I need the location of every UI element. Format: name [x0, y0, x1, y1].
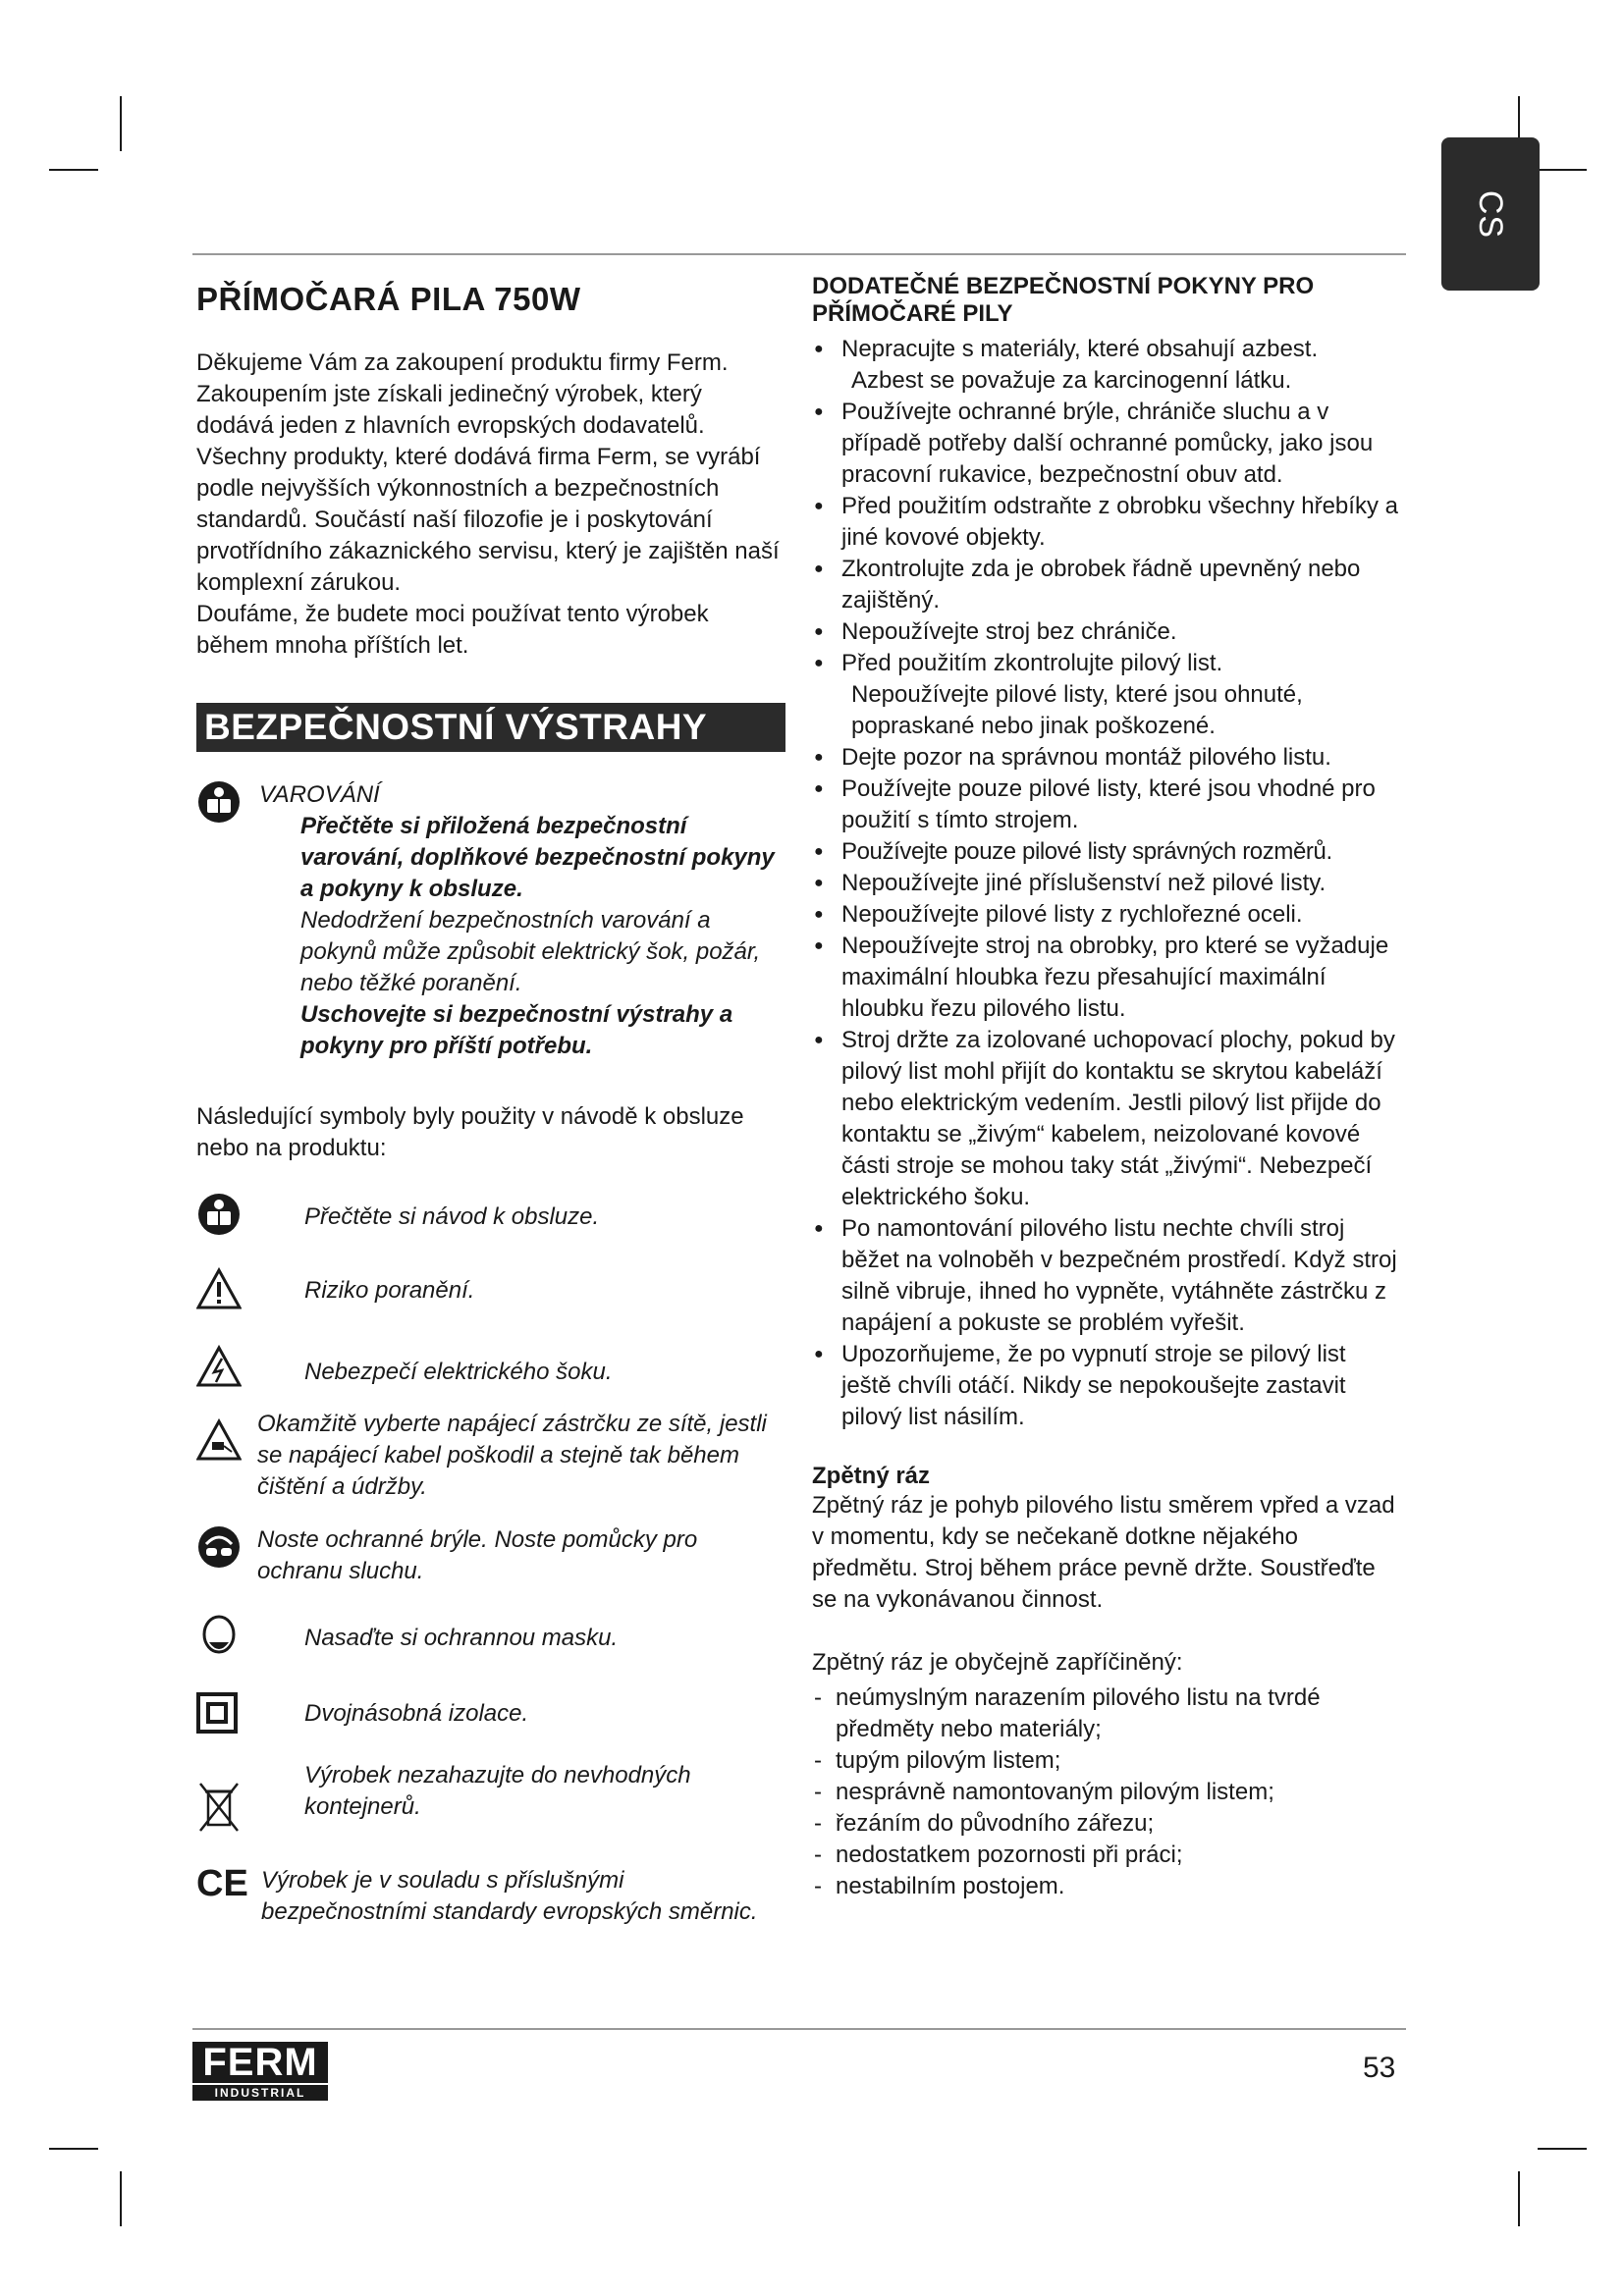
list-item	[812, 1339, 1401, 1433]
symbol-text	[257, 1409, 785, 1503]
unplug-warning-icon	[196, 1409, 265, 1503]
list-item	[812, 868, 1401, 899]
bullet-text: Před použitím odstraňte z obrobku všechny hřebíky a jiné kovové objekty.	[841, 493, 1398, 551]
kickback-paragraph: Zpětný ráz je pohyb pilového listu směrem vpřed a vzad v momentu, kdy se nečekaně dotkne nějakého předmětu. Stroj během práce pevně držte. Soustřeďte se na vykonávanou činnost.	[812, 1492, 1395, 1613]
list-item	[812, 836, 1401, 868]
double-insulation-icon	[196, 1692, 265, 1742]
bullet-text: Stroj držte za izolované uchopovací plochy, pokud by pilový list mohl přijít do kontaktu se skrytou kabeláží nebo elektrickým vedením. Jestli pilový list přijde do kontaktu se „živým“ kabelem, neizolované kovové části stroje se mohou taky stát „živými“. Nebezpečí elektrického šoku.	[841, 1027, 1395, 1210]
list-item	[812, 1213, 1401, 1339]
crop-mark	[1538, 169, 1587, 171]
warning-text: Nedodržení bezpečnostních varování a pokynů může způsobit elektrický šok, požár, nebo těžké poranění.	[300, 907, 761, 996]
symbol-row	[196, 1692, 785, 1742]
intro-paragraph: Všechny produkty, které dodává firma Ferm, se vyrábí podle nejvyšších výkonnostních a bezpečnostních standardů. Součástí naší filozofie je i poskytování prvotřídního zákaznického servisu, který je zajištěn naší komplexní zárukou.	[196, 444, 780, 596]
safety-banner: BEZPEČNOSTNÍ VÝSTRAHY	[196, 703, 785, 752]
read-manual-icon	[196, 1192, 265, 1246]
symbol-row	[196, 1267, 785, 1319]
language-tab	[1441, 137, 1540, 291]
list-item	[812, 774, 1401, 836]
bullet-text: Po namontování pilového listu nechte chvíli stroj běžet na volnoběh v bezpečném prostředí. Když stroj silně vibruje, ihned ho vypněte, vytáhněte zástrčku z napájení a pokuste se problém vyřešit.	[841, 1215, 1397, 1336]
bullet-text: Používejte pouze pilové listy správných rozměrů.	[841, 838, 1332, 865]
symbol-row	[196, 1192, 785, 1246]
page-number: 53	[1363, 2052, 1396, 2084]
symbol-text: Dvojnásobná izolace.	[304, 1700, 529, 1727]
crop-mark	[49, 2148, 98, 2150]
ferm-logo	[192, 2042, 328, 2103]
symbols-intro: Následující symboly byly použity v návodě k obsluze nebo na produktu:	[196, 1103, 744, 1161]
intro-paragraph: Zakoupením jste získali jedinečný výrobek, který dodává jeden z hlavních evropských dodavatelů.	[196, 381, 705, 439]
symbol-row	[196, 1760, 785, 1843]
list-item	[812, 1025, 1401, 1213]
list-item	[812, 554, 1401, 616]
bullet-continuation: Nepoužívejte pilové listy, které jsou ohnuté, popraskané nebo jinak poškozené.	[851, 681, 1303, 739]
warning-triangle-icon	[196, 1267, 265, 1319]
list-item	[812, 931, 1401, 1025]
language-tab-label: CS	[1472, 189, 1510, 239]
page-title: PŘÍMOČARÁ PILA 750W	[196, 281, 581, 317]
kickback-heading: Zpětný ráz	[812, 1463, 931, 1489]
symbol-text: Nasaďte si ochrannou masku.	[304, 1625, 619, 1651]
symbol-text: Riziko poranění.	[304, 1277, 475, 1304]
right-column	[812, 273, 1401, 1902]
bullet-text: Používejte pouze pilové listy, které jsou vhodné pro použití s tímto strojem.	[841, 775, 1376, 833]
symbol-row	[196, 1865, 785, 1928]
ear-eye-protection-icon	[196, 1524, 265, 1587]
crop-mark	[120, 96, 122, 151]
list-item	[812, 397, 1401, 491]
intro-paragraph: Doufáme, že budete moci používat tento výrobek během mnoha příštích let.	[196, 601, 709, 659]
bullet-text: Dejte pozor na správnou montáž pilového listu.	[841, 744, 1331, 771]
list-item	[812, 616, 1401, 648]
weee-bin-icon	[196, 1760, 265, 1843]
symbol-row	[196, 1409, 785, 1503]
symbol-row	[196, 1345, 785, 1397]
bullet-text: Nepoužívejte stroj na obrobky, pro které se vyžaduje maximální hloubka řezu přesahující maximální hloubku řezu pilového listu.	[841, 933, 1389, 1022]
bullet-text: Používejte ochranné brýle, chrániče sluchu a v případě potřeby další ochranné pomůcky, jako jsou pracovní rukavice, bezpečnostní obuv atd.	[841, 399, 1374, 488]
list-item: - tupým pilovým listem;	[812, 1745, 1401, 1777]
list-item	[812, 491, 1401, 554]
symbol-row	[196, 1524, 785, 1587]
logo-sub: INDUSTRIAL	[192, 2085, 328, 2101]
list-item: - neúmyslným narazením pilového listu na tvrdé předměty nebo materiály;	[812, 1682, 1401, 1745]
ce-mark-icon: CE	[196, 1863, 248, 1904]
footer-rule	[192, 2028, 1406, 2030]
warning-bold-text: Uschovejte si bezpečnostní výstrahy a pokyny pro příští potřebu.	[300, 1001, 733, 1059]
bullet-text: Nepoužívejte stroj bez chrániče.	[841, 618, 1177, 645]
list-item: - nesprávně namontovaným pilovým listem;	[812, 1777, 1401, 1808]
list-item	[812, 334, 1401, 397]
bullet-text: Zkontrolujte zda je obrobek řádně upevněný nebo zajištěný.	[841, 556, 1361, 614]
dust-mask-icon	[196, 1613, 265, 1671]
kickback-causes-list	[812, 1682, 1401, 1902]
bullet-text: Nepoužívejte pilové listy z rychlořezné oceli.	[841, 901, 1303, 928]
symbol-text: Výrobek je v souladu s příslušnými bezpečnostními standardy evropských směrnic.	[261, 1867, 758, 1925]
warning-heading: VAROVÁNÍ	[259, 781, 380, 808]
bullet-text: Upozorňujeme, že po vypnutí stroje se pilový list ještě chvíli otáčí. Nikdy se nepokoušejte zastavit pilový list násilím.	[841, 1341, 1346, 1430]
symbol-text: Výrobek nezahazujte do nevhodných kontejnerů.	[304, 1762, 691, 1820]
kickback-causes-intro: Zpětný ráz je obyčejně zapříčiněný:	[812, 1649, 1183, 1676]
symbol-text: Noste ochranné brýle. Noste pomůcky pro ochranu sluchu.	[257, 1526, 698, 1584]
list-item	[812, 742, 1401, 774]
symbol-text: Přečtěte si návod k obsluze.	[304, 1203, 600, 1230]
crop-mark	[1518, 2171, 1520, 2226]
electric-shock-icon	[196, 1345, 265, 1397]
crop-mark	[49, 169, 98, 171]
symbol-text: Nebezpečí elektrického šoku.	[304, 1359, 613, 1385]
header-rule	[192, 253, 1406, 255]
left-column	[196, 273, 785, 1928]
warning-bold-text: Přečtěte si přiložená bezpečnostní varování, doplňkové bezpečnostní pokyny a pokyny k obsluze.	[300, 813, 775, 902]
list-item	[812, 648, 1401, 742]
read-manual-icon	[196, 779, 259, 1062]
list-item: - nestabilním postojem.	[812, 1871, 1401, 1902]
list-item: - nedostatkem pozornosti při práci;	[812, 1840, 1401, 1871]
crop-mark	[1538, 2148, 1587, 2150]
symbol-row	[196, 1613, 785, 1671]
crop-mark	[120, 2171, 122, 2226]
intro-paragraph: Děkujeme Vám za zakoupení produktu firmy Ferm.	[196, 349, 729, 376]
additional-safety-heading: DODATEČNÉ BEZPEČNOSTNÍ POKYNY PRO PŘÍMOČARÉ PILY	[812, 273, 1315, 327]
logo-main: FERM	[192, 2042, 328, 2083]
bullet-text: Před použitím zkontrolujte pilový list.	[841, 650, 1223, 676]
list-item	[812, 899, 1401, 931]
list-item: - řezáním do původního zářezu;	[812, 1808, 1401, 1840]
safety-bullet-list	[812, 334, 1401, 1433]
symbol-text-content: Okamžitě vyberte napájecí zástrčku ze sítě, jestli se napájecí kabel poškodil a stejně tak během čištění a údržby.	[257, 1411, 767, 1500]
bullet-text: Nepracujte s materiály, které obsahují azbest.	[841, 336, 1319, 362]
bullet-text: Nepoužívejte jiné příslušenství než pilové listy.	[841, 870, 1326, 896]
warning-block	[196, 779, 785, 1062]
bullet-continuation: Azbest se považuje za karcinogenní látku.	[851, 367, 1292, 394]
